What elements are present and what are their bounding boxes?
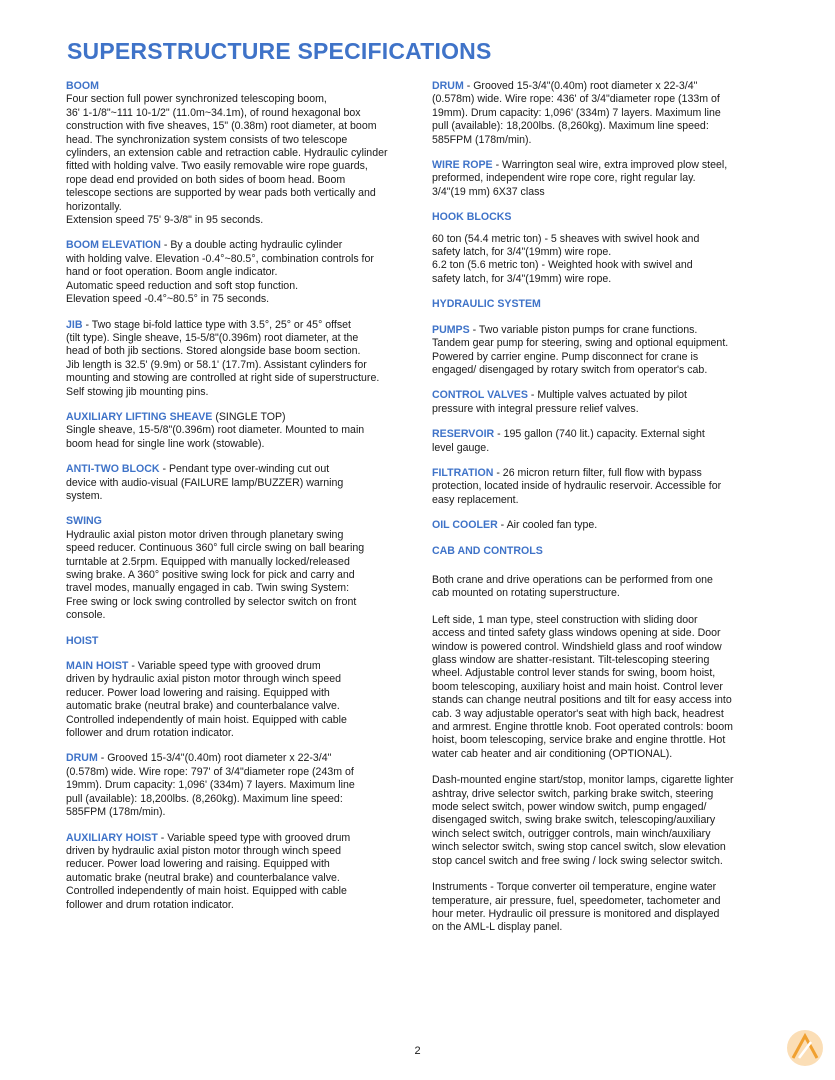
hydraulic-system-heading: HYDRAULIC SYSTEM xyxy=(432,298,541,311)
hook-blocks-text: 60 ton (54.4 metric ton) - 5 sheaves with swivel hook and safety latch, for 3/4"(19mm) wire rope. 6.2 ton (5.6 metric ton) - Weighted hook with swivel and safety latch, for 3/4"(19mm) wire rope. xyxy=(432,232,700,285)
aux-sheave-label: AUXILIARY LIFTING SHEAVE xyxy=(66,410,213,423)
section-hook-blocks xyxy=(432,211,777,286)
cab-paragraph-4: Instruments - Torque converter oil temperature, engine water temperature, air pressure, fuel, speedometer, tachometer and hour meter. Hydraulic oil pressure is monitored and displayed on the AML-L display panel. xyxy=(432,881,721,934)
main-hoist-label: MAIN HOIST xyxy=(66,660,129,673)
page-number: 2 xyxy=(414,1045,421,1057)
hoist-heading: HOIST xyxy=(66,634,99,647)
oil-cooler-text: - Air cooled fan type. xyxy=(497,519,598,532)
section-swing xyxy=(66,515,418,622)
control-valves-text: - Multiple valves actuated by pilot pressure with integral pressure relief valves. xyxy=(432,389,687,415)
section-hydraulic-system xyxy=(432,298,777,311)
boom-text: Four section full power synchronized telescoping boom, 36' 1-1/8"~111 10-1/2" (11.0m~34.1m), of round hexagonal box construction with five sheaves, 15" (0.38m) root diameter, at boom head. The synchronization system consists of two telescope cylinders, an extension cable and retraction cable. Hydraulic cylinder fitted with holding valve. Two easily removable wire rope guards, rope dead end provided on both sides of boom head. Boom telescope sections are supported by wear pads both vertically and horizontally. Extension speed 75' 9-3/8" in 95 seconds. xyxy=(66,93,388,227)
section-jib xyxy=(66,319,418,399)
pumps-label: PUMPS xyxy=(432,323,470,336)
swing-heading: SWING xyxy=(66,515,102,528)
filtration-label: FILTRATION xyxy=(432,466,494,479)
section-aux-hoist xyxy=(66,832,418,912)
reservoir-label: RESERVOIR xyxy=(432,428,495,441)
section-anti-two-block xyxy=(66,463,418,503)
jib-text: - Two stage bi-fold lattice type with 3.5°, 25° or 45° offset (tilt type). Single sheave, 15-5/8"(0.396m) root diameter, at the head of both jib sections. Stored alongside base boom section. Jib length is 32.5' (9.9m) or 58.1' (17.7m). Assistant cylinders for mounting and stowing are controlled at right side of superstructure. Self stowing jib mounting pins. xyxy=(66,318,380,398)
boom-elevation-label: BOOM ELEVATION xyxy=(66,239,161,252)
hook-blocks-heading: HOOK BLOCKS xyxy=(432,211,512,224)
cab-paragraph-3: Dash-mounted engine start/stop, monitor lamps, cigarette lighter ashtray, drive selector switch, parking brake switch, steering mode select switch, power window switch, pump engaged/ disengaged switch, swing brake switch, telescoping/auxiliary winch select switch, outrigger controls, main winch/auxiliary winch selector switch, swing stop cancel switch, slow elevation stop cancel switch and free swing / lock swing selector switch. xyxy=(432,774,734,867)
aux-hoist-label: AUXILIARY HOIST xyxy=(66,831,158,844)
wire-rope-label: WIRE ROPE xyxy=(432,159,493,172)
jib-label: JIB xyxy=(66,318,83,331)
page-title: SUPERSTRUCTURE SPECIFICATIONS xyxy=(67,38,492,64)
section-oil-cooler xyxy=(432,519,777,532)
wire-rope-text: - Warrington seal wire, extra improved plow steel, preformed, independent wire rope core, right regular lay. 3/4"(19 mm) 6X37 class xyxy=(432,159,728,198)
section-boom xyxy=(66,80,418,227)
filtration-text: - 26 micron return filter, full flow with bypass protection, located inside of hydraulic reservoir. Accessible for easy replacement. xyxy=(432,466,722,506)
section-aux-drum xyxy=(432,80,777,147)
swing-text: Hydraulic axial piston motor driven through planetary swing speed reducer. Continuous 360° full circle swing on ball bearing turntable at 2.5rpm. Equipped with manually locked/released swing brake. A 360° positive swing lock for pick and carry and travel modes, manually engaged in cab. Twin swing System: Free swing or lock swing controlled by selector switch on front console. xyxy=(66,528,365,622)
section-aux-sheave xyxy=(66,411,418,451)
main-drum-label: DRUM xyxy=(66,752,98,765)
section-main-drum xyxy=(66,752,418,819)
section-control-valves xyxy=(432,389,777,416)
left-column xyxy=(66,80,418,924)
boom-heading: BOOM xyxy=(66,80,99,92)
section-wire-rope xyxy=(432,159,777,199)
section-reservoir xyxy=(432,428,777,455)
control-valves-label: CONTROL VALVES xyxy=(432,389,528,402)
aux-hoist-text: - Variable speed type with grooved drum driven by hydraulic axial piston motor through winch speed reducer. Power load lowering and raising. Equipped with automatic brake (neutral brake) and counterbalance valve. Controlled independently of main hoist. Equipped with cable follower and drum rotation indicator. xyxy=(66,831,351,911)
section-main-hoist xyxy=(66,660,418,740)
aux-drum-label: DRUM xyxy=(432,80,464,92)
crane-logo-icon xyxy=(785,1028,825,1068)
oil-cooler-label: OIL COOLER xyxy=(432,519,498,532)
section-pumps xyxy=(432,324,777,378)
main-hoist-text: - Variable speed type with grooved drum driven by hydraulic axial piston motor through winch speed reducer. Power load lowering and raising. Equipped with automatic brake (neutral brake) and counterbalance valve. Controlled independently of main hoist. Equipped with cable follower and drum rotation indicator. xyxy=(66,660,347,740)
anti-two-block-label: ANTI-TWO BLOCK xyxy=(66,463,160,476)
section-boom-elevation xyxy=(66,239,418,306)
cab-paragraph-2: Left side, 1 man type, steel construction with sliding door access and tinted safety glass windows opening at side. Door window is powered control. Windshield glass and roof window glass window are shatter-resistant. Tilt-telescoping steering wheel. Adjustable control lever stands for swing, boom hoist, boom telescoping, auxiliary hoist and main hoist. Control lever stands can change neutral positions and tilt for easy access into cab. 3 way adjustable operator's seat with high back, headrest and armrest. Engine throttle knob. Foot operated controls: boom hoist, boom telescoping, service brake and engine throttle. Hot water cab heater and air conditioning (OPTIONAL). xyxy=(432,613,733,760)
aux-drum-text: - Grooved 15-3/4"(0.40m) root diameter x 22-3/4" (0.578m) wide. Wire rope: 436' of 3/4"diameter rope (133m of 19mm). Drum capacity: 1,096' (334m) 7 layers. Maximum line pull (available): 18,200lbs. (8,260kg). Maximum line speed: 585FPM (178m/min). xyxy=(432,80,721,146)
section-filtration xyxy=(432,467,777,507)
reservoir-text: - 195 gallon (740 lit.) capacity. External sight level gauge. xyxy=(432,428,705,454)
cab-paragraph-1: Both crane and drive operations can be performed from one cab mounted on rotating superstructure. xyxy=(432,573,713,600)
anti-two-block-text: - Pendant type over-winding cut out device with audio-visual (FAILURE lamp/BUZZER) warning system. xyxy=(66,463,344,502)
section-hoist xyxy=(66,635,418,648)
main-drum-text: - Grooved 15-3/4"(0.40m) root diameter x 22-3/4" (0.578m) wide. Wire rope: 797' of 3/4"diameter rope (243m of 19mm). Drum capacity: 1,096' (334m) 7 layers. Maximum line pull (available): 18,200lbs. (8,260kg). Maximum line speed: 585FPM (178m/min). xyxy=(66,752,355,819)
pumps-text: - Two variable piston pumps for crane functions. Tandem gear pump for steering, swing and optional equipment. Powered by carrier engine. Pump disconnect for crane is engaged/ disengaged by rotary switch from operator's cab. xyxy=(432,323,729,376)
aux-sheave-text: (SINGLE TOP) Single sheave, 15-5/8"(0.396m) root diameter. Mounted to main boom head for single line work (stowable). xyxy=(66,410,365,450)
cab-and-controls-heading: CAB AND CONTROLS xyxy=(432,544,543,557)
section-cab-and-controls xyxy=(432,545,777,935)
right-column xyxy=(432,80,777,947)
boom-elevation-text: - By a double acting hydraulic cylinder with holding valve. Elevation -0.4°~80.5°, combination controls for hand or foot operation. Boom angle indicator. Automatic speed reduction and soft stop function. Elevation speed -0.4°~80.5° in 75 seconds. xyxy=(66,239,374,306)
